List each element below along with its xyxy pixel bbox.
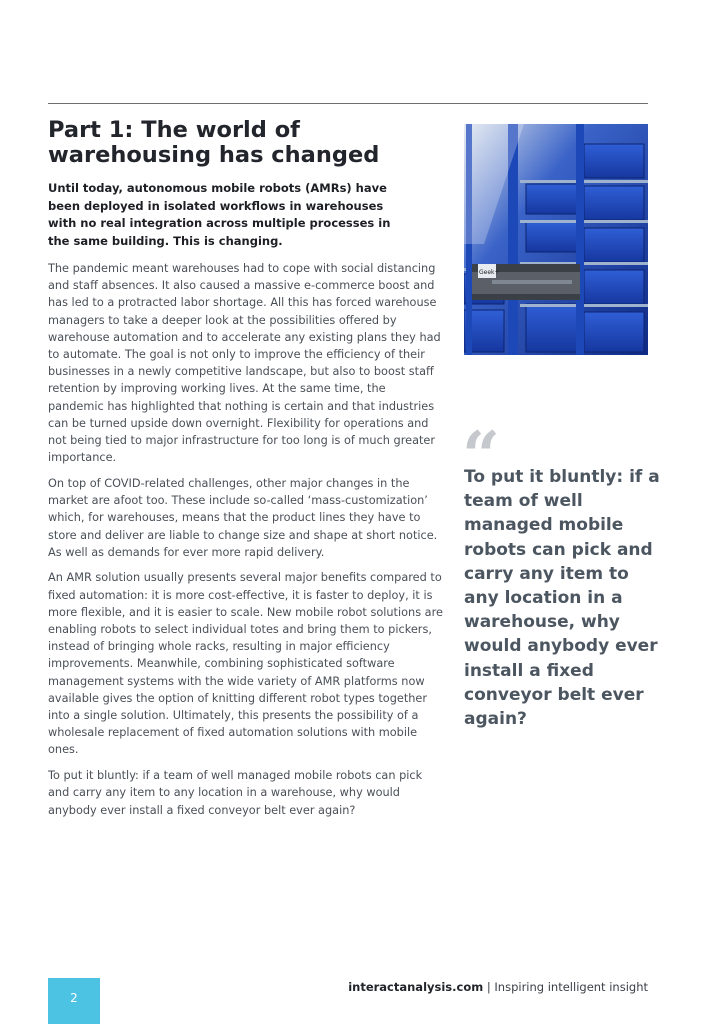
- page-number: 2: [70, 991, 78, 1005]
- footer-tagline: Inspiring intelligent insight: [494, 980, 648, 994]
- body-text: [48, 260, 443, 827]
- body-paragraph-4: To put it bluntly: if a team of well managed mobile robots can pick and carry any item to any location in a warehouse, why would anybody ever install a fixed conveyor belt ever again?: [48, 769, 423, 817]
- lead-paragraph: Until today, autonomous mobile robots (AMRs) have been deployed in isolated workflows in warehouses with no real integration across multiple processes in the same building. This is changing.: [48, 181, 391, 248]
- pull-quote: To put it bluntly: if a team of well managed mobile robots can pick and carry any item to any location in a warehouse, why would anybody ever install a fixed conveyor belt ever again?: [464, 467, 660, 730]
- page-number-badge: [48, 978, 100, 1024]
- robot-brand-label: Geek+: [479, 269, 500, 276]
- body-paragraph-3: An AMR solution usually presents several major benefits compared to fixed automation: it is more cost-effective, it is faster to deploy, it is more flexible, and it is easier to scale. New mobile robot solutions are enabling robots to select individual totes and bring them to pickers, instead of bringing whole racks, resulting in major efficiency improvements. Meanwhile, combining sophisticated software management systems with the wide variety of AMR platforms now available gives the option of knitting different robot types together into a single solution. Ultimately, this presents the possibility of a wholesale replacement of fixed automation solutions with mobile ones.: [48, 571, 443, 757]
- quote-mark-icon: “: [462, 417, 494, 495]
- footer-site-link[interactable]: interactanalysis.com: [348, 980, 484, 994]
- body-paragraph-2: On top of COVID-related challenges, other major changes in the market are afoot too. These include so-called ‘mass-customization’ which, for warehouses, means that the product lines they have to store and deliver are liable to change size and shape at short notice. As well as demands for ever more rapid delivery.: [48, 476, 438, 559]
- body-paragraph-1: The pandemic meant warehouses had to cope with social distancing and staff absences. It also caused a massive e-commerce boost and has led to a protracted labor shortage. All this has forced warehouse managers to take a deeper look at the possibilities offered by warehouse automation and to accelerate any existing plans they had to automate. The goal is not only to improve the efficiency of their businesses in a newly competitive landscape, but also to boost staff retention by improving working lives. At the same time, the pandemic has highlighted that nothing is certain and that industries can be turned upside down overnight. Flexibility for operations and not being tied to major infrastructure for too long is of much greater importance.: [48, 262, 441, 465]
- footer: [348, 980, 648, 994]
- section-title: Part 1: The world of warehousing has changed: [48, 117, 380, 168]
- warehouse-robot-photo: [464, 124, 648, 355]
- footer-separator: |: [483, 980, 495, 994]
- header-divider: [48, 103, 648, 104]
